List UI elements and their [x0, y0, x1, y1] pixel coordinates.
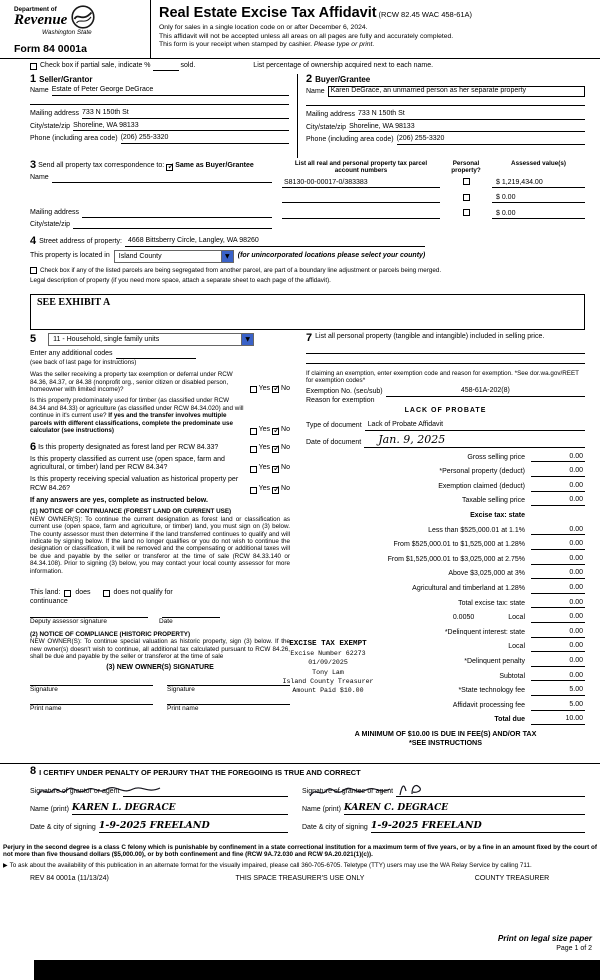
seller-phone-label: Phone (including area code): [30, 135, 118, 143]
tax-line: Affidavit processing fee 5.00: [452, 700, 583, 709]
form-title-rcw: (RCW 82.45 WAC 458-61A): [378, 10, 473, 19]
notice-compliance-body: NEW OWNER(S): To continue special valuation as historic property, sign (3) below. If the new owner(s) doesn't wish to continue, all additional tax calculated pursuant to RCW 84.26, shall be due and payable by the seller or transferor at the time of sale: [30, 638, 290, 660]
page-indicator: Page 1 of 2: [556, 945, 592, 953]
legal-description-box[interactable]: SEE EXHIBIT A: [30, 294, 585, 330]
signature-label-1: Signature: [30, 686, 58, 694]
seller-mailing-input[interactable]: 733 N 150th St: [82, 109, 289, 119]
assessed-value-input[interactable]: $ 1,219,434.00: [492, 179, 585, 188]
correspondence-section: [0, 160, 600, 234]
forest-yes-checkbox[interactable]: [250, 446, 257, 453]
forest-no-checkbox[interactable]: [272, 446, 279, 453]
property-location-section: [0, 236, 600, 294]
dor-logo-icon: [71, 5, 95, 29]
legal-description-label: Legal description of property (if you need more space, attach a separate sheet to each page of the affidavit).: [30, 277, 331, 285]
exemption-no-checkbox[interactable]: [272, 386, 279, 393]
partial-sale-row: [0, 59, 600, 74]
historic-no-checkbox[interactable]: [272, 487, 279, 494]
grantee-signature-label: Signature of grantee or agent: [302, 788, 394, 796]
deputy-assessor-label: Deputy assessor signature: [30, 617, 107, 625]
parcel-number-input[interactable]: [282, 210, 440, 219]
tax-amount: 10.00: [531, 715, 585, 725]
personal-property-checkbox[interactable]: [463, 194, 470, 201]
tax-line: Subtotal 0.00: [499, 671, 583, 680]
exemption-code-note: If claiming an exemption, enter exemption code and reason for exemption. *See dor.wa.gov/REET for exemption codes*: [306, 370, 579, 385]
tax-amount: 0.00: [531, 482, 585, 492]
certify-statement: I CERTIFY UNDER PENALTY OF PERJURY THAT THE FOREGOING IS TRUE AND CORRECT: [39, 767, 361, 777]
tax-amount: 0.00: [531, 584, 585, 594]
parcel-row: [282, 194, 585, 204]
header-note-1: Only for sales in a single location code on or after December 6, 2024.: [159, 24, 368, 32]
tax-line: Local 0.00: [508, 642, 583, 651]
land-use-code-value: 11 - Household, single family units: [53, 335, 160, 343]
doc-type-label: Type of document: [306, 422, 362, 430]
tax-amount: 0.00: [531, 672, 585, 682]
buyer-name-input[interactable]: Karen DeGrace, an unmarried person as her separate property: [328, 86, 585, 97]
county-select[interactable]: [114, 250, 234, 263]
buyer-name-label: Name: [306, 88, 325, 95]
tax-line: Taxable selling price 0.00: [461, 496, 583, 505]
street-address-input[interactable]: 4668 Bittsberry Circle, Langley, WA 98260: [125, 237, 425, 247]
section-6-number: 6: [30, 440, 37, 453]
tax-line: Total due 10.00: [494, 715, 583, 724]
exemption-no-label: Exemption No. (sec/sub): [306, 387, 383, 395]
same-as-buyer-label: Same as Buyer/Grantee: [175, 162, 254, 170]
grantor-name-label: Name (print): [30, 806, 69, 814]
tax-line: Excise tax: state: [470, 512, 525, 520]
historic-question-row: Is this property receiving special valuation as historical property per RCW 84.26? Yes ✓ No: [30, 476, 290, 494]
tax-amount: 0.00: [531, 540, 585, 550]
seller-title: Seller/Grantor: [39, 75, 93, 84]
tax-line: Above $3,025,000 at 3% 0.00: [448, 569, 583, 578]
tax-line: Total excise tax: state 0.00: [458, 598, 583, 607]
exemption-reason-value[interactable]: LACK OF PROBATE: [404, 407, 487, 415]
personal-property-line-2[interactable]: [306, 354, 585, 364]
grantor-signing-block: [30, 777, 298, 833]
sold-label: sold.: [180, 62, 196, 70]
mid-columns: [0, 333, 600, 763]
reason-for-exemption-label: Reason for exemption: [306, 396, 375, 404]
personal-property-checkbox[interactable]: [463, 209, 470, 216]
historic-question: Is this property receiving special valuation as historical property per RCW 84.26?: [30, 476, 239, 492]
grantee-signature-ink: [308, 781, 438, 801]
certify-rule: [0, 763, 600, 764]
grantee-name-label: Name (print): [302, 806, 341, 814]
notice-continuance-body: NEW OWNER(S): To continue the current designation as forest land or classification as current use (open space, farm and agriculture, or timber) land, you must sign on (3) below. The county assessor must then determine if the land transferred continues to qualify and will indicate by signing below. If the land no longer qualifies or you do not wish to continue the designation or classification, it will be removed and the compensating or additional taxes will be due and payable by the seller or transferor at the time of sale (RCW 84.33.140 or 84.34.108). Prior to signing (3) below, you may contact your local county assessor for more information.: [30, 515, 290, 575]
tax-amount: 0.00: [531, 657, 585, 667]
land-use-section: [30, 333, 290, 346]
buyer-mailing-input[interactable]: 733 N 150th St: [358, 110, 585, 120]
header-note-2: This affidavit will not be accepted unless all areas on all pages are fully and accurately completed.: [159, 32, 454, 40]
local-rate: 0.0050: [452, 614, 475, 622]
buyer-section: [298, 74, 585, 158]
tax-line: Agricultural and timberland at 1.28% 0.00: [412, 584, 583, 593]
correspondence-name-label: Name: [30, 174, 49, 181]
notice-compliance-title: (2) NOTICE OF COMPLIANCE (HISTORIC PROPERTY): [30, 630, 191, 638]
tax-line: *Personal property (deduct) 0.00: [439, 467, 583, 476]
buyer-city-label: City/state/zip: [306, 123, 347, 131]
dept-of-label: Department of: [14, 5, 57, 13]
form-number: Form 84 0001a: [14, 43, 87, 56]
parcel-number-input[interactable]: [282, 194, 440, 203]
deputy-date-label: Date: [158, 617, 173, 625]
does-checkbox[interactable]: [64, 590, 71, 597]
doc-date-label: Date of document: [306, 439, 362, 447]
timber-yes-checkbox[interactable]: [250, 428, 257, 435]
county-dropdown-arrow-icon[interactable]: ▼: [221, 251, 233, 262]
right-column: [298, 333, 585, 763]
partial-percent-input[interactable]: [153, 63, 179, 71]
section-2-number: 2: [306, 73, 313, 85]
county-value: Island County: [118, 252, 162, 260]
pointer-icon: ▶: [3, 861, 8, 869]
seller-section: [30, 74, 298, 158]
same-as-buyer-checkbox[interactable]: [166, 164, 173, 171]
partial-sale-label: Check box if partial sale, indicate %: [40, 62, 151, 70]
form-header: [0, 0, 600, 58]
personal-property-header: Personal property?: [451, 160, 481, 175]
tax-amount: 0.00: [531, 467, 585, 477]
section-8-number: 8: [30, 765, 37, 777]
new-owners-signature-title: (3) NEW OWNER(S) SIGNATURE: [106, 664, 214, 672]
correspondence-city-label: City/state/zip: [30, 220, 71, 228]
form-title: Real Estate Excise Tax Affidavit: [159, 5, 377, 21]
correspondence-city-input[interactable]: [73, 228, 272, 229]
seller-city-label: City/state/zip: [30, 122, 71, 130]
forest-land-question: Is this property designated as forest land per RCW 84.33?: [38, 443, 219, 451]
tax-line: From $525,000.01 to $1,525,000 at 1.28% 0.00: [393, 540, 583, 549]
buyer-phone-label: Phone (including area code): [306, 136, 394, 144]
seller-city-input[interactable]: Shoreline, WA 98133: [73, 122, 289, 132]
grantee-signature-field[interactable]: [396, 796, 585, 797]
timber-question-bold: If yes and the transfer involves multiple parcels with different classifications, complete the predominate use calculator (see instructions): [30, 412, 233, 435]
tax-amount: 0.00: [531, 569, 585, 579]
segregated-label: Check box if any of the listed parcels are being segregated from another parcel, are part of a boundary line adjustment or parcels being merged.: [40, 267, 442, 274]
section-4-number: 4: [30, 235, 37, 247]
tax-line: Less than $525,000.01 at 1.1% 0.00: [428, 525, 583, 534]
current-use-no-checkbox[interactable]: [272, 466, 279, 473]
current-use-question-row: Is this property classified as current use (open space, farm and agricultural, or timber) land per RCW 84.34? Yes ✓ No: [30, 456, 290, 474]
parcel-table: [272, 160, 585, 234]
does-not-label: does not qualify for: [113, 589, 173, 597]
grantor-signature-ink: [36, 783, 166, 799]
continuance-label: continuance: [30, 597, 68, 605]
parcel-number-input[interactable]: S8130-00-00017-0/383383: [282, 179, 440, 188]
certification-section: [0, 766, 600, 840]
assessed-value-header: Assessed value(s): [511, 160, 566, 167]
stamp-treasurer-title: Island County Treasurer: [282, 677, 374, 685]
timber-question-row: Is this property predominately used for timber (as classified under RCW 84.34 and 84.33) or agriculture (as classified under RCW 84.34.020) and will continue in it's current use? If yes and the transfer involves multiple parcels with different classifications, complete the predominate use calculator (see instructions) Yes ✓ No: [30, 397, 290, 434]
land-use-code-select[interactable]: [48, 333, 254, 346]
section-5-number: 5: [30, 333, 37, 345]
land-use-dropdown-arrow-icon[interactable]: ▼: [241, 334, 253, 345]
correspondence-mailing-input[interactable]: [82, 217, 272, 218]
tax-line: *Delinquent penalty 0.00: [464, 657, 583, 665]
buyer-city-input[interactable]: Shoreline, WA 98133: [349, 123, 585, 133]
correspondence-mailing-label: Mailing address: [30, 208, 80, 216]
if-yes-note: If any answers are yes, complete as instructed below.: [30, 496, 208, 504]
stamp-exempt-line: EXCISE TAX EXEMPT: [289, 640, 367, 648]
does-label: does: [75, 589, 91, 597]
header-note-3: This form is your receipt when stamped by cashier. Please type or print.: [159, 41, 375, 49]
rev-number: REV 84 0001a (11/13/24): [30, 875, 109, 883]
tax-amount: 0.00: [531, 496, 585, 506]
section-1-number: 1: [30, 73, 37, 85]
agency-block: [0, 0, 150, 58]
buyer-title: Buyer/Grantee: [315, 75, 371, 84]
stamp-treasurer-name: Tony Lam: [312, 668, 344, 676]
alternate-format-notice: To ask about the availability of this publication in an alternate format for the visually impaired, please call 360-705-6705. Teletype (TTY) users may use the WA Relay Service by calling 711.: [9, 861, 532, 869]
current-use-yes-checkbox[interactable]: [250, 466, 257, 473]
stamp-date: 01/09/2025: [308, 659, 348, 667]
personal-property-section: [306, 333, 585, 344]
tax-amount: 5.00: [531, 686, 585, 696]
print-name-label-2: Print name: [167, 705, 199, 713]
section-3-number: 3: [30, 159, 37, 171]
stamp-amount-paid: Amount Paid $10.00: [292, 687, 364, 695]
assessed-value-input[interactable]: $ 0.00: [492, 194, 585, 203]
send-correspondence-label: Send all property tax correspondence to:: [38, 162, 165, 170]
segregated-checkbox[interactable]: [30, 267, 37, 274]
seller-name-extra-line[interactable]: [30, 96, 289, 105]
grantee-date-city-input[interactable]: 1-9-2025 FREELAND: [371, 820, 585, 833]
section-7-number: 7: [306, 332, 313, 344]
seller-mailing-label: Mailing address: [30, 109, 80, 117]
exemption-question: Was the seller receiving a property tax exemption or deferral under RCW 84.36, 84.37, or 84.38 (nonprofit org., senior citizen or disabled person, homeowner with limited income)?: [30, 371, 233, 394]
washington-state-label: Washington State: [42, 29, 92, 36]
title-block: [151, 0, 600, 58]
tax-line: *Delinquent interest: state 0.00: [444, 627, 583, 636]
tax-amount: 0.00: [531, 613, 585, 623]
tax-amount: 0.00: [531, 453, 585, 463]
buyer-name-extra-line[interactable]: [306, 97, 585, 106]
footer: [0, 840, 600, 884]
land-qualify-row: [30, 589, 290, 598]
tax-line: 0.0050 Local 0.00: [452, 613, 583, 622]
forest-land-question-row: 6 Is this property designated as forest land per RCW 84.33? Yes ✓ No: [30, 442, 290, 453]
tax-line: Gross selling price 0.00: [467, 452, 583, 461]
buyer-mailing-label: Mailing address: [306, 110, 356, 118]
print-legal-note: Print on legal size paper: [497, 934, 592, 943]
tax-line: From $1,525,000.01 to $3,025,000 at 2.75% 0.00: [387, 554, 583, 563]
historic-yes-checkbox[interactable]: [250, 487, 257, 494]
located-in-label: This property is located in: [30, 252, 110, 260]
additional-codes-label: Enter any additional codes: [30, 350, 113, 357]
scan-artifact-bar: [34, 960, 600, 980]
personal-property-checkbox[interactable]: [463, 178, 470, 185]
exemption-no-input[interactable]: 458-61A-202(8): [386, 387, 585, 397]
correspondence-left: [30, 160, 272, 234]
county-treasurer-label: COUNTY TREASURER: [474, 875, 550, 883]
see-instructions-note: *SEE INSTRUCTIONS: [408, 738, 483, 748]
grantor-signature-field[interactable]: [123, 796, 288, 797]
tax-amount: 0.00: [531, 555, 585, 565]
buyer-phone-input[interactable]: (206) 255-3320: [397, 135, 585, 145]
grantee-name-input[interactable]: KAREN C. DEGRACE: [344, 803, 585, 815]
timber-question: Is this property predominately used for timber (as classified under RCW 84.34 and 84.33) or agriculture (as classified under RCW 84.34.020) and will continue in it's current use?: [30, 397, 244, 420]
personal-property-line-1[interactable]: [306, 344, 585, 354]
seller-phone-input[interactable]: (206) 255-3320: [121, 134, 289, 144]
treasurer-use-label: THIS SPACE TREASURER'S USE ONLY: [235, 875, 365, 883]
print-name-label-1: Print name: [30, 705, 62, 713]
tax-amount: 0.00: [531, 628, 585, 638]
grantee-signing-block: [298, 777, 585, 833]
stamp-excise-number: Excise Number 62273: [290, 650, 366, 658]
parcel-table-header: [282, 160, 585, 175]
current-use-question: Is this property classified as current use (open space, farm and agricultural, or timber) land per RCW 84.34?: [30, 455, 225, 472]
ownership-note: List percentage of ownership acquired next to each name.: [253, 62, 434, 70]
notice-continuance-title: (1) NOTICE OF CONTINUANCE (FOREST LAND OR CURRENT USE): [30, 508, 232, 516]
tax-line: Exemption claimed (deduct) 0.00: [438, 481, 583, 490]
grantor-signature-label: Signature of grantor or agent: [30, 788, 120, 796]
perjury-notice: Perjury in the second degree is a class C felony which is punishable by confinement in a state correctional institution for a maximum term of five years, or by a fine in an amount fixed by the court of not more than five thousand dollars ($5,000.00), or by both confinement and fine (RCW 9A.72.030 and RCW 9A.20.021(1)(c)).: [3, 844, 597, 859]
assessed-value-input[interactable]: $ 0.00: [492, 210, 585, 219]
does-not-checkbox[interactable]: [103, 590, 110, 597]
revenue-wordmark: Revenue: [14, 12, 68, 29]
personal-property-header: List all personal property (tangible and intangible) included in selling price.: [315, 333, 545, 340]
tax-amount: 0.00: [531, 642, 585, 652]
grantor-name-input[interactable]: KAREN L. DEGRACE: [72, 803, 288, 815]
exemption-question-row: Was the seller receiving a property tax exemption or deferral under RCW 84.36, 84.37, or 84.38 (nonprofit org., senior citizen or disabled person, homeowner with limited income)? Yes ✓ No: [30, 371, 290, 393]
parcel-numbers-header: List all real and personal property tax parcel account numbers: [294, 160, 428, 175]
street-address-label: Street address of property:: [39, 238, 123, 246]
parcel-row: [282, 209, 585, 219]
exemption-yes-checkbox[interactable]: [250, 386, 257, 393]
print-note-block: [498, 934, 592, 954]
tax-amount: 0.00: [531, 526, 585, 536]
doc-date-input[interactable]: Jan. 9, 2025: [364, 433, 585, 448]
doc-type-input[interactable]: Lack of Probate Affidavit: [365, 421, 585, 431]
parties-section: [0, 74, 600, 158]
partial-sale-checkbox[interactable]: [30, 63, 37, 70]
tax-amount: 0.00: [531, 599, 585, 609]
left-column: [30, 333, 298, 763]
tax-line: *State technology fee 5.00: [458, 686, 583, 695]
treasurer-stamp: [258, 640, 398, 695]
grantee-date-city-label: Date & city of signing: [302, 824, 368, 832]
signature-label-2: Signature: [167, 686, 195, 694]
grantor-date-city-label: Date & city of signing: [30, 824, 96, 832]
seller-name-input[interactable]: Estate of Peter George DeGrace: [52, 86, 289, 96]
parcel-row: [282, 178, 585, 188]
tax-amount: 5.00: [531, 701, 585, 711]
seller-name-label: Name: [30, 87, 49, 94]
this-land-label: This land:: [30, 589, 61, 597]
county-note: (for unincorporated locations please select your county): [237, 252, 426, 260]
grantor-date-city-input[interactable]: 1-9-2025 FREELAND: [99, 820, 288, 833]
additional-codes-note: (see back of last page for instructions): [30, 358, 137, 366]
minimum-due-note: A MINIMUM OF $10.00 IS DUE IN FEE(S) AND/OR TAX: [354, 729, 537, 739]
timber-no-checkbox[interactable]: [272, 428, 279, 435]
correspondence-name-input[interactable]: [52, 182, 272, 183]
